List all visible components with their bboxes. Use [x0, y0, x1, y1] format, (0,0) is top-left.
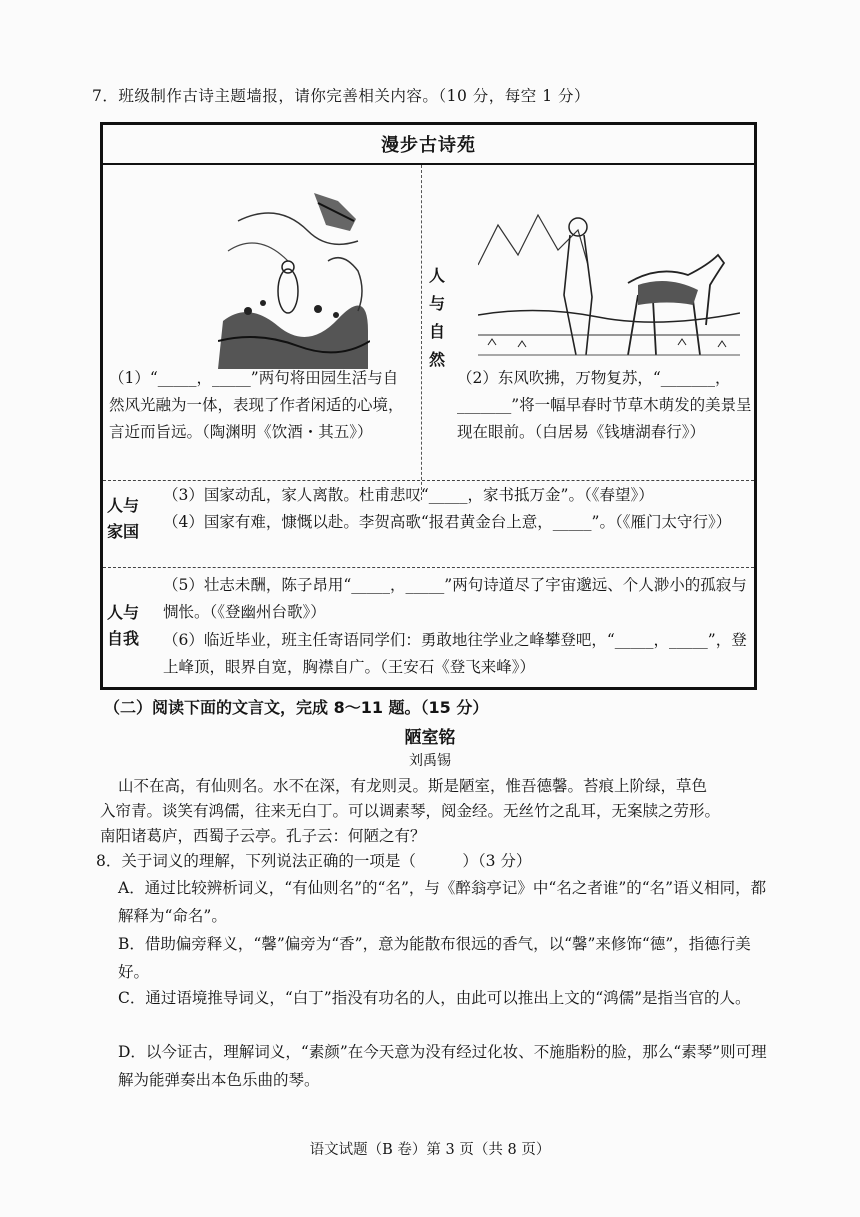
option-c: C．通过语境推导词义，“白丁”指没有功名的人，由此可以推出上文的“鸿儒”是指当官的人。: [118, 989, 751, 1007]
row-divider-2: [103, 567, 754, 568]
poem-author: 刘禹锡: [409, 753, 451, 769]
board-title-row: [103, 125, 754, 165]
tao-yuanming-illustration: [218, 191, 370, 369]
label-self: 人与自我: [107, 603, 140, 648]
vertical-divider: [421, 165, 422, 500]
blank-item-3: （3）国家动乱，家人离散。杜甫悲叹“_____，家书抵万金”。（《春望》）: [163, 486, 654, 504]
row-divider-1: [103, 480, 754, 481]
poem-title: 陋室铭: [404, 728, 456, 748]
bai-juyi-illustration: [478, 205, 740, 365]
blank-item-4: （4）国家有难，慷慨以赴。李贺高歌“报君黄金台上意，_____”。（《雁门太守行》）: [163, 513, 732, 531]
option-b: B．借助偏旁释义，“馨”偏旁为“香”，意为能散布很远的香气，以“馨”来修饰“德”，指德行美好。: [118, 935, 751, 981]
blank-item-1: （1）“_____，_____”两句将田园生活与自然风光融为一体，表现了作者闲适的心境，言近而旨远。（陶渊明《饮酒・其五》）: [109, 369, 404, 441]
question-8-stem: 8．关于词义的理解，下列说法正确的一项是（ ）（3 分）: [96, 852, 532, 870]
page-footer: 语文试题（B 卷）第 3 页（共 8 页）: [309, 1142, 551, 1158]
label-family: 人与家国: [107, 496, 140, 541]
blank-item-6: （6）临近毕业，班主任寄语同学们：勇敢地往学业之峰攀登吧，“_____，_____”，登上峰顶，眼界自宽，胸襟自广。（王安石《登飞来峰》）: [163, 631, 747, 676]
poetry-board: [100, 122, 757, 690]
question-7-title: 7．班级制作古诗主题墙报，请你完善相关内容。（10 分，每空 1 分）: [92, 87, 590, 105]
board-title: 漫步古诗苑: [381, 135, 476, 156]
blank-item-5: （5）壮志未酬，陈子昂用“_____，_____”两句诗道尽了宇宙邈远、个人渺小的孤寂与惆怅。（《登幽州台歌》）: [163, 576, 747, 621]
poem-line: 南阳诸葛庐，西蜀子云亭。孔子云：何陋之有？: [100, 827, 426, 845]
side-label-char-2: 与: [428, 294, 445, 313]
side-label-char-4: 然: [428, 350, 445, 369]
side-label-char-3: 自: [428, 322, 445, 341]
section-2-heading: （二）阅读下面的文言文，完成 8～11 题。（15 分）: [104, 698, 489, 717]
blank-item-2: （2）东风吹拂，万物复苏，“_______，_______”将一幅早春时节草木萌发的美景呈现在眼前。（白居易《钱塘湖春行》）: [457, 369, 752, 441]
poem-line: 入帘青。谈笑有鸿儒，往来无白丁。可以调素琴，阅金经。无丝竹之乱耳，无案牍之劳形。: [100, 802, 721, 820]
side-label-char-1: 人: [428, 266, 445, 285]
poem-line: 山不在高，有仙则名。水不在深，有龙则灵。斯是陋室，惟吾德馨。苔痕上阶绿，草色: [118, 777, 708, 795]
option-d: D．以今证古，理解词义，“素颜”在今天意为没有经过化妆、不施脂粉的脸，那么“素琴”则可理解为能弹奏出本色乐曲的琴。: [118, 1043, 767, 1089]
option-a: A．通过比较辨析词义，“有仙则名”的“名”，与《醉翁亭记》中“名之者谁”的“名”语义相同，都解释为“命名”。: [118, 879, 767, 925]
